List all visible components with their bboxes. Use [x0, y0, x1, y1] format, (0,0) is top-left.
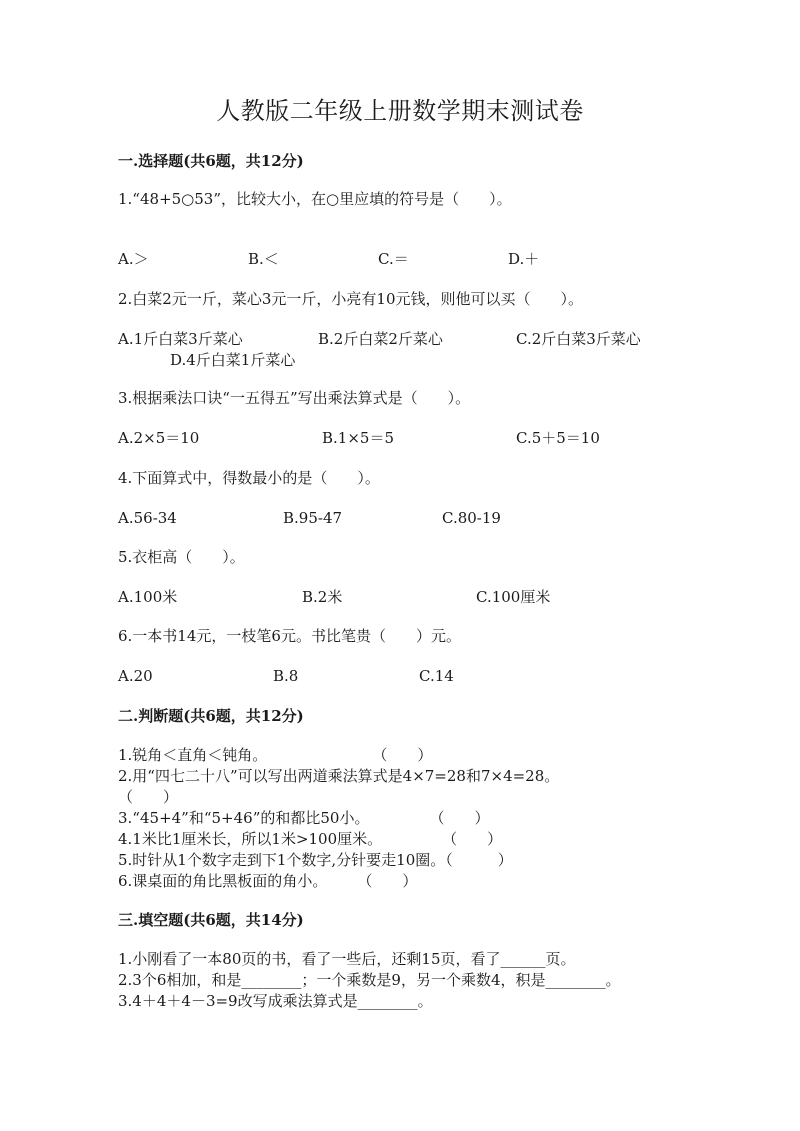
option-c: C.80-19: [442, 509, 501, 527]
section-heading-choice: 一.选择题(共6题，共12分): [118, 152, 304, 170]
option-a: A.＞: [118, 250, 149, 268]
option-c: C.100厘米: [476, 588, 551, 606]
question-1-2: 2.白菜2元一斤，菜心3元一斤，小亮有10元钱，则他可以买（ ）。: [118, 290, 583, 308]
question-2-1: 1.锐角＜直角＜钝角。 （ ）: [118, 746, 433, 764]
question-3-3: 3.4＋4＋4－3=9改写成乘法算式是________。: [118, 992, 433, 1010]
question-1-3: 3.根据乘法口诀“一五得五”写出乘法算式是（ ）。: [118, 389, 471, 407]
question-1-4: 4.下面算式中，得数最小的是（ ）。: [118, 469, 380, 487]
option-a: A.2×5＝10: [118, 429, 200, 447]
option-d: D.＋: [508, 250, 540, 268]
question-1-6: 6.一本书14元，一枝笔6元。书比笔贵（ ）元。: [118, 627, 461, 645]
option-c: C.5＋5＝10: [516, 429, 600, 447]
question-1-1: 1.“48+5○53”，比较大小，在○里应填的符号是（ ）。: [118, 190, 512, 208]
question-2-2-answer: （ ）: [118, 788, 179, 806]
option-b: B.2斤白菜2斤菜心: [318, 330, 443, 348]
page-title: 人教版二年级上册数学期末测试卷: [216, 97, 584, 125]
option-b: B.2米: [302, 588, 343, 606]
option-a: A.20: [118, 667, 153, 685]
section-heading-judgement: 二.判断题(共6题，共12分): [118, 707, 304, 725]
question-3-1: 1.小刚看了一本80页的书，看了一些后，还剩15页，看了______页。: [118, 950, 576, 968]
option-a: A.56-34: [118, 509, 177, 527]
option-c: C.14: [419, 667, 454, 685]
question-2-6: 6.课桌面的角比黑板面的角小。 （ ）: [118, 872, 418, 890]
option-b: B.＜: [248, 250, 279, 268]
section-heading-fill-blank: 三.填空题(共6题，共14分): [118, 911, 304, 929]
question-2-4: 4.1米比1厘米长，所以1米>100厘米。 （ ）: [118, 830, 503, 848]
option-a: A.100米: [118, 588, 178, 606]
option-b: B.1×5＝5: [322, 429, 394, 447]
question-3-2: 2.3个6相加，和是________；一个乘数是9，另一个乘数4，积是________。: [118, 971, 621, 989]
question-2-3: 3.“45+4”和“5+46”的和都比50小。 （ ）: [118, 809, 490, 827]
question-1-5: 5.衣柜高（ ）。: [118, 548, 245, 566]
option-d: D.4斤白菜1斤菜心: [170, 351, 296, 369]
option-c: C.2斤白菜3斤菜心: [516, 330, 641, 348]
question-2-2: 2.用“四七二十八”可以写出两道乘法算式是4×7=28和7×4=28。: [118, 767, 560, 785]
option-b: B.8: [273, 667, 299, 685]
option-a: A.1斤白菜3斤菜心: [118, 330, 243, 348]
option-c: C.＝: [378, 250, 409, 268]
option-b: B.95-47: [283, 509, 343, 527]
question-2-5: 5.时针从1个数字走到下1个数字,分针要走10圈。（ ）: [118, 851, 513, 869]
